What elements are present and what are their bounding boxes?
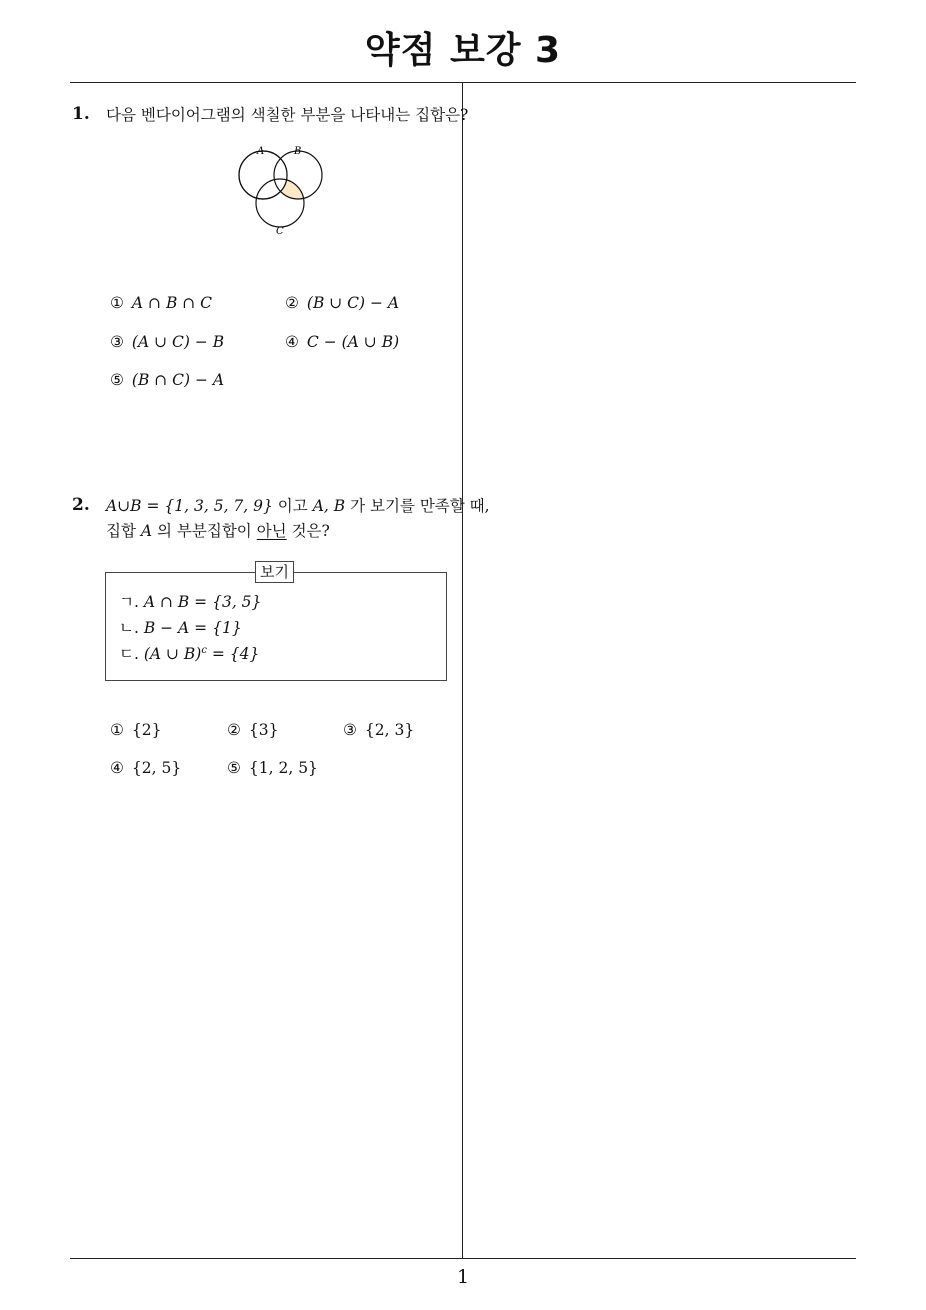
q1-choice-4[interactable] [285, 333, 399, 351]
q2-choice-4[interactable] [110, 759, 181, 777]
choice-mark: ④ [285, 333, 299, 351]
bogi-math: (A ∪ B) [143, 645, 202, 663]
bogi-prefix: ㄴ. [119, 619, 144, 637]
choice-text: (B ∩ C) − A [131, 371, 225, 389]
bogi-prefix: ㄷ. [119, 645, 144, 663]
choice-text: C − (A ∪ B) [306, 333, 400, 351]
q2-choice-5[interactable] [227, 759, 318, 777]
q2-sets: A, B [312, 497, 346, 515]
q2-set-a: A [140, 522, 153, 540]
bogi-label: 보기 [255, 561, 294, 583]
q2-text: 집합 [106, 522, 141, 540]
bogi-math: A ∩ B = {3, 5} [143, 593, 262, 611]
q2-text: 이고 [272, 497, 313, 515]
bogi-item-1 [119, 590, 261, 612]
page-title: 약점 보강 3 [364, 30, 562, 71]
page-number: 1 [456, 1266, 470, 1288]
q1-choice-5[interactable] [110, 371, 224, 389]
bogi-item-3 [119, 642, 259, 664]
column-divider [462, 83, 463, 1258]
question-2-line-2 [106, 519, 330, 543]
venn-diagram [228, 140, 338, 240]
q2-text: 가 보기를 만족할 때, [345, 497, 490, 515]
choice-text: {2, 5} [131, 759, 182, 777]
bogi-prefix: ㄱ. [119, 593, 144, 611]
question-1-number: 1. [72, 104, 90, 124]
choice-text: (B ∪ C) − A [306, 294, 400, 312]
choice-text: {2} [131, 721, 162, 739]
choice-text: {2, 3} [364, 721, 415, 739]
q1-choice-3[interactable] [110, 333, 224, 351]
choice-mark: ③ [343, 721, 357, 739]
choice-mark: ⑤ [110, 371, 124, 389]
q1-choice-2[interactable] [285, 294, 399, 312]
q2-choice-2[interactable] [227, 721, 279, 739]
choice-text: A ∩ B ∩ C [131, 294, 213, 312]
choice-mark: ③ [110, 333, 124, 351]
choice-mark: ① [110, 721, 124, 739]
q2-underlined-word: 아닌 [256, 522, 287, 540]
choice-text: {3} [248, 721, 279, 739]
q2-text: 것은? [286, 522, 330, 540]
choice-mark: ④ [110, 759, 124, 777]
choice-mark: ⑤ [227, 759, 241, 777]
q2-choice-3[interactable] [343, 721, 414, 739]
venn-label-b: B [294, 146, 302, 157]
bottom-rule [70, 1258, 856, 1259]
venn-label-a: A [257, 146, 265, 157]
question-1-text: 다음 벤다이어그램의 색칠한 부분을 나타내는 집합은? [106, 106, 469, 124]
bogi-math: B − A = {1} [143, 619, 242, 637]
q2-choice-1[interactable] [110, 721, 162, 739]
q1-choice-1[interactable] [110, 294, 212, 312]
choice-mark: ① [110, 294, 124, 312]
question-2-line-1 [106, 494, 490, 518]
choice-text: {1, 2, 5} [248, 759, 318, 777]
bogi-item-2 [119, 616, 242, 638]
choice-mark: ② [285, 294, 299, 312]
venn-label-c: C [276, 226, 284, 237]
q2-set-union: A∪B = {1, 3, 5, 7, 9} [106, 497, 273, 515]
bogi-sup: c [201, 644, 207, 656]
top-rule [70, 82, 856, 83]
bogi-math-rest: = {4} [206, 645, 260, 663]
q2-text: 의 부분집합이 [152, 522, 257, 540]
choice-mark: ② [227, 721, 241, 739]
choice-text: (A ∪ C) − B [131, 333, 225, 351]
question-2-number: 2. [72, 495, 90, 515]
